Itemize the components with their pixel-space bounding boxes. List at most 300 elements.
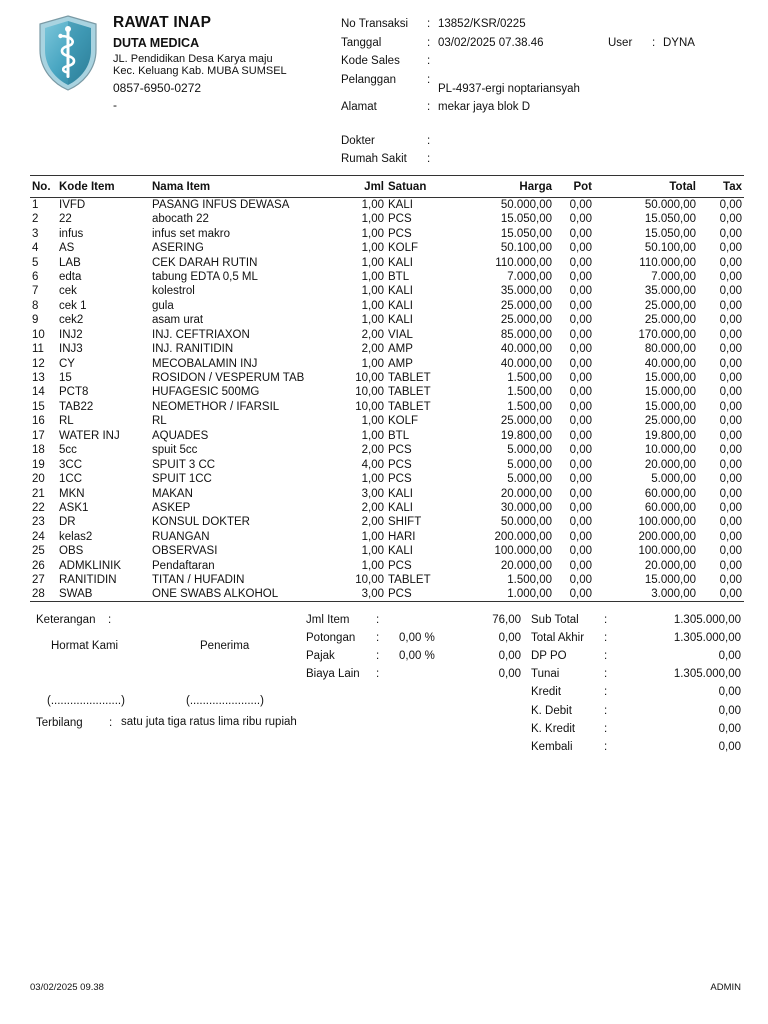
- cell-jml: 1,00: [361, 270, 384, 283]
- cell-harga: 40.000,00: [500, 357, 552, 370]
- cell-satuan: PCS: [388, 444, 412, 457]
- company-address-line-2: Kec. Keluang Kab. MUBA SUMSEL: [113, 65, 287, 77]
- table-row: [30, 313, 744, 327]
- cell-nama-item: RL: [152, 415, 167, 428]
- cell-tax: 0,00: [719, 372, 742, 385]
- cell-harga: 30.000,00: [500, 501, 552, 514]
- cell-nama-item: TITAN / HUFADIN: [152, 574, 245, 587]
- cell-jml: 2,00: [361, 501, 384, 514]
- cell-tax: 0,00: [719, 458, 742, 471]
- meta-colon: :: [652, 37, 656, 49]
- cell-total: 100.000,00: [638, 545, 696, 558]
- meta-label: Kode Sales: [341, 55, 400, 67]
- cell-jml: 1,00: [361, 473, 384, 486]
- cell-pot: 0,00: [569, 545, 592, 558]
- col-header-tax: Tax: [698, 176, 744, 198]
- cell-satuan: PCS: [386, 587, 452, 602]
- cell-no: 10: [32, 328, 45, 341]
- cell-kode-item: SWAB: [57, 587, 150, 602]
- table-row: [30, 486, 744, 500]
- pajak-label: Pajak: [306, 650, 335, 662]
- meta-value: 03/02/2025 07.38.46: [438, 37, 544, 49]
- document-title: RAWAT INAP: [113, 14, 212, 31]
- cell-kode-item: 5cc: [59, 444, 77, 457]
- cell-jml: 10,00: [355, 400, 384, 413]
- cell-nama-item: RUANGAN: [152, 530, 210, 543]
- cell-kode-item: DR: [59, 516, 76, 529]
- cell-nama-item: spuit 5cc: [152, 444, 198, 457]
- cell-harga: 85.000,00: [500, 328, 552, 341]
- cell-total: 3.000,00: [594, 587, 698, 602]
- cell-kode-item: RANITIDIN: [59, 574, 117, 587]
- meta-value: mekar jaya blok D: [438, 101, 531, 113]
- cell-no: 21: [32, 487, 45, 500]
- cell-total: 35.000,00: [644, 285, 696, 298]
- meta-pelanggan: [341, 73, 751, 95]
- cell-harga: 7.000,00: [507, 270, 552, 283]
- cell-no: 12: [32, 357, 45, 370]
- company-extra: -: [113, 98, 117, 112]
- cell-total: 50.100,00: [644, 242, 696, 255]
- cell-satuan: PCS: [388, 458, 412, 471]
- cell-tax: 0,00: [719, 545, 742, 558]
- cell-jml: 1,00: [361, 256, 384, 269]
- total-akhir-value: 1.305.000,00: [673, 632, 741, 644]
- cell-tax: 0,00: [719, 285, 742, 298]
- cell-satuan: PCS: [388, 213, 412, 226]
- signature-left: (......................): [47, 695, 125, 707]
- cell-no: 6: [32, 270, 39, 283]
- kredit-value: 0,00: [718, 686, 741, 698]
- cell-harga: 5.000,00: [507, 473, 552, 486]
- cell-total: 5.000,00: [651, 473, 696, 486]
- cell-total: 60.000,00: [644, 487, 696, 500]
- cell-total: 200.000,00: [638, 530, 696, 543]
- cell-pot: 0,00: [569, 516, 592, 529]
- cell-kode-item: RL: [59, 415, 74, 428]
- cell-satuan: KALI: [388, 299, 413, 312]
- cell-jml: 1,00: [361, 285, 384, 298]
- jml-item-colon: :: [376, 614, 380, 626]
- dp-po-label: DP PO: [531, 650, 567, 662]
- cell-kode-item: CY: [59, 357, 75, 370]
- table-row: [30, 414, 744, 428]
- table-row: [30, 328, 744, 342]
- cell-pot: 0,00: [569, 501, 592, 514]
- cell-pot: 0,00: [569, 415, 592, 428]
- cell-tax: 0,00: [719, 227, 742, 240]
- cell-nama-item: ASERING: [152, 242, 204, 255]
- table-row: [30, 559, 744, 573]
- company-phone: 0857-6950-0272: [113, 81, 202, 95]
- total-akhir-label: Total Akhir: [531, 632, 585, 644]
- col-header-no: No.: [30, 176, 57, 198]
- cell-nama-item: ROSIDON / VESPERUM TAB: [152, 372, 305, 385]
- cell-no: 24: [32, 530, 45, 543]
- print-datetime: 03/02/2025 09.38: [30, 982, 104, 993]
- kembali-colon: :: [604, 741, 608, 753]
- cell-satuan: KALI: [388, 545, 413, 558]
- cell-total: 15.050,00: [644, 227, 696, 240]
- cell-nama-item: MAKAN: [152, 487, 193, 500]
- table-row: [30, 226, 744, 240]
- k-kredit-label: K. Kredit: [531, 723, 576, 735]
- terbilang-colon: :: [109, 717, 113, 729]
- cell-tax: 0,00: [719, 487, 742, 500]
- cell-jml: 4,00: [361, 458, 384, 471]
- cell-tax: 0,00: [719, 299, 742, 312]
- cell-nama-item: INJ. CEFTRIAXON: [152, 328, 250, 341]
- cell-total: 15.050,00: [644, 213, 696, 226]
- cell-total: 19.800,00: [644, 429, 696, 442]
- col-header-satuan: Satuan: [386, 176, 452, 198]
- cell-nama-item: INJ. RANITIDIN: [152, 343, 234, 356]
- cell-no: 16: [32, 415, 45, 428]
- cell-satuan: TABLET: [388, 574, 431, 587]
- tunai-colon: :: [604, 668, 608, 680]
- cell-total: 7.000,00: [651, 270, 696, 283]
- cell-harga: 40.000,00: [500, 343, 552, 356]
- cell-nama-item: ONE SWABS ALKOHOL: [150, 587, 320, 602]
- cell-satuan: KALI: [388, 314, 413, 327]
- table-row: [30, 443, 744, 457]
- cell-no: 26: [32, 559, 45, 572]
- cell-harga: 25.000,00: [500, 314, 552, 327]
- cell-jml: 10,00: [355, 386, 384, 399]
- k-debit-value: 0,00: [718, 705, 741, 717]
- cell-satuan: TABLET: [388, 386, 431, 399]
- cell-satuan: SHIFT: [388, 516, 422, 529]
- cell-jml: 1,00: [361, 415, 384, 428]
- table-row: [30, 342, 744, 356]
- cell-satuan: BTL: [388, 270, 410, 283]
- cell-pot: 0,00: [569, 285, 592, 298]
- cell-tax: 0,00: [719, 357, 742, 370]
- cell-pot: 0,00: [569, 400, 592, 413]
- cell-no: 11: [32, 343, 44, 356]
- keterangan-label: Keterangan: [36, 614, 96, 626]
- table-row: [30, 385, 744, 399]
- sub-total-label: Sub Total: [531, 614, 579, 626]
- company-address-line-1: JL. Pendidikan Desa Karya maju: [113, 53, 273, 65]
- cell-nama-item: OBSERVASI: [152, 545, 218, 558]
- cell-jml: 1,00: [361, 199, 384, 211]
- col-header-harga: Harga: [452, 176, 554, 198]
- cell-harga: 1.500,00: [507, 386, 552, 399]
- meta-colon: :: [427, 153, 431, 165]
- cell-pot: 0,00: [569, 328, 592, 341]
- cell-total: 80.000,00: [644, 343, 696, 356]
- cell-kode-item: 1CC: [59, 473, 83, 486]
- cell-satuan: VIAL: [388, 328, 413, 341]
- cell-harga: 35.000,00: [500, 285, 552, 298]
- cell-total: 25.000,00: [644, 415, 696, 428]
- meta-label: No Transaksi: [341, 18, 409, 30]
- medical-shield-logo-icon: [36, 14, 100, 92]
- cell-kode-item: OBS: [59, 545, 84, 558]
- cell-total: 25.000,00: [644, 299, 696, 312]
- cell-harga: 5.000,00: [507, 458, 552, 471]
- cell-pot: 0,00: [569, 473, 592, 486]
- cell-jml: 1,00: [361, 545, 384, 558]
- penerima-label: Penerima: [200, 640, 250, 652]
- total-akhir-colon: :: [604, 632, 608, 644]
- cell-kode-item: ASK1: [59, 501, 89, 514]
- cell-nama-item: kolestrol: [152, 285, 195, 298]
- table-row: [30, 371, 744, 385]
- cell-kode-item: AS: [59, 242, 75, 255]
- cell-no: 22: [32, 501, 45, 514]
- meta-colon: :: [427, 135, 431, 147]
- cell-harga: 100.000,00: [494, 545, 552, 558]
- cell-harga: 1.000,00: [452, 587, 554, 602]
- table-row: [30, 212, 744, 226]
- cell-tax: 0,00: [719, 530, 742, 543]
- cell-kode-item: cek: [59, 285, 77, 298]
- cell-harga: 20.000,00: [500, 559, 552, 572]
- potongan-percent: 0,00 %: [399, 632, 435, 644]
- terbilang-label: Terbilang: [36, 717, 83, 729]
- cell-harga: 1.500,00: [507, 372, 552, 385]
- cell-kode-item: MKN: [59, 487, 85, 500]
- cell-no: 8: [32, 299, 39, 312]
- cell-jml: 1,00: [361, 242, 384, 255]
- cell-no: 2: [32, 213, 39, 226]
- cell-total: 20.000,00: [644, 458, 696, 471]
- cell-jml: 3,00: [361, 487, 384, 500]
- cell-satuan: PCS: [388, 559, 412, 572]
- cell-kode-item: 22: [59, 213, 72, 226]
- print-user: ADMIN: [710, 982, 741, 993]
- cell-nama-item: AQUADES: [152, 429, 209, 442]
- cell-tax: 0,00: [719, 343, 742, 356]
- k-debit-label: K. Debit: [531, 705, 572, 717]
- cell-kode-item: 15: [59, 372, 72, 385]
- cell-nama-item: infus set makro: [152, 227, 230, 240]
- dp-po-value: 0,00: [718, 650, 741, 662]
- table-row: [30, 429, 744, 443]
- cell-satuan: KOLF: [388, 242, 419, 255]
- cell-tax: 0,00: [719, 256, 742, 269]
- cell-harga: 1.500,00: [507, 400, 552, 413]
- cell-kode-item: PCT8: [59, 386, 89, 399]
- cell-total: 50.000,00: [644, 199, 696, 211]
- cell-tax: 0,00: [719, 199, 742, 211]
- cell-no: 4: [32, 242, 39, 255]
- sub-total-value: 1.305.000,00: [673, 614, 741, 626]
- cell-nama-item: KONSUL DOKTER: [152, 516, 250, 529]
- dp-po-colon: :: [604, 650, 608, 662]
- biaya-lain-label: Biaya Lain: [306, 668, 360, 680]
- table-row: [30, 515, 744, 529]
- table-row: [30, 299, 744, 313]
- cell-pot: 0,00: [569, 357, 592, 370]
- cell-total: 25.000,00: [644, 314, 696, 327]
- table-row: [30, 544, 744, 558]
- cell-tax: 0,00: [719, 213, 742, 226]
- meta-value: 13852/KSR/0225: [438, 18, 526, 30]
- cell-tax: 0,00: [719, 473, 742, 486]
- table-header-row: [30, 176, 744, 198]
- cell-jml: 1,00: [361, 213, 384, 226]
- cell-pot: 0,00: [569, 372, 592, 385]
- cell-harga: 5.000,00: [507, 444, 552, 457]
- cell-harga: 110.000,00: [495, 256, 552, 269]
- meta-user-value: DYNA: [663, 37, 695, 49]
- company-block: [113, 14, 287, 112]
- meta-no-transaksi: [341, 17, 751, 31]
- cell-satuan: AMP: [388, 343, 413, 356]
- meta-colon: :: [427, 74, 431, 86]
- cell-nama-item: gula: [152, 299, 174, 312]
- cell-pot: 0,00: [569, 444, 592, 457]
- cell-nama-item: abocath 22: [152, 213, 209, 226]
- cell-jml: 1,00: [361, 227, 384, 240]
- cell-pot: 0,00: [569, 270, 592, 283]
- cell-jml: 1,00: [361, 299, 384, 312]
- cell-harga: 200.000,00: [494, 530, 552, 543]
- cell-satuan: TABLET: [388, 372, 431, 385]
- meta-colon: :: [427, 18, 431, 30]
- cell-kode-item: ADMKLINIK: [59, 559, 121, 572]
- table-row: [30, 457, 744, 471]
- jml-item-label: Jml Item: [306, 614, 350, 626]
- cell-kode-item: cek 1: [59, 299, 87, 312]
- table-row: [30, 587, 744, 602]
- cell-tax: 0,00: [719, 314, 742, 327]
- cell-tax: 0,00: [719, 516, 742, 529]
- cell-kode-item: infus: [59, 227, 84, 240]
- cell-satuan: KALI: [388, 501, 413, 514]
- cell-tax: 0,00: [719, 328, 742, 341]
- cell-tax: 0,00: [719, 242, 742, 255]
- meta-label: Alamat: [341, 101, 377, 113]
- table-row: [30, 198, 744, 213]
- cell-pot: 0,00: [569, 429, 592, 442]
- cell-nama-item: HUFAGESIC 500MG: [152, 386, 260, 399]
- cell-pot: 0,00: [569, 213, 592, 226]
- cell-harga: 25.000,00: [500, 415, 552, 428]
- cell-no: 23: [32, 516, 45, 529]
- cell-pot: 0,00: [569, 487, 592, 500]
- cell-kode-item: IVFD: [59, 199, 86, 211]
- cell-harga: 50.100,00: [500, 242, 552, 255]
- k-kredit-colon: :: [604, 723, 608, 735]
- cell-kode-item: LAB: [59, 256, 81, 269]
- cell-nama-item: SPUIT 3 CC: [152, 458, 216, 471]
- meta-tanggal: [341, 36, 751, 50]
- cell-no: 9: [32, 314, 39, 327]
- company-name: DUTA MEDICA: [113, 36, 200, 50]
- meta-label: Rumah Sakit: [341, 153, 407, 165]
- meta-label: Dokter: [341, 135, 375, 147]
- cell-total: 40.000,00: [644, 357, 696, 370]
- meta-user-label: User: [608, 37, 633, 49]
- pajak-colon: :: [376, 650, 380, 662]
- kembali-label: Kembali: [531, 741, 573, 753]
- potongan-label: Potongan: [306, 632, 356, 644]
- signature-right: (......................): [186, 695, 264, 707]
- items-table: [30, 175, 744, 602]
- cell-nama-item: asam urat: [152, 314, 204, 327]
- cell-pot: 0,00: [569, 530, 592, 543]
- cell-total: 110.000,00: [639, 256, 696, 269]
- potongan-colon: :: [376, 632, 380, 644]
- kredit-colon: :: [604, 686, 608, 698]
- sub-total-colon: :: [604, 614, 608, 626]
- kredit-label: Kredit: [531, 686, 562, 698]
- cell-total: 15.000,00: [644, 574, 696, 587]
- cell-satuan: KALI: [388, 487, 413, 500]
- biaya-lain-value: 0,00: [498, 668, 521, 680]
- cell-satuan: HARI: [388, 530, 416, 543]
- cell-pot: 0,00: [569, 343, 592, 356]
- cell-no: 20: [32, 473, 45, 486]
- table-row: [30, 284, 744, 298]
- tunai-value: 1.305.000,00: [673, 668, 741, 680]
- k-kredit-value: 0,00: [718, 723, 741, 735]
- tunai-label: Tunai: [531, 668, 560, 680]
- cell-kode-item: cek2: [59, 314, 84, 327]
- cell-total: 60.000,00: [644, 501, 696, 514]
- cell-nama-item: CEK DARAH RUTIN: [152, 256, 258, 269]
- cell-kode-item: TAB22: [59, 400, 94, 413]
- cell-no: 7: [32, 285, 39, 298]
- meta-label: Pelanggan: [341, 74, 396, 86]
- cell-jml: 1,00: [361, 559, 384, 572]
- cell-nama-item: MECOBALAMIN INJ: [152, 357, 258, 370]
- cell-no: 15: [32, 400, 45, 413]
- kembali-value: 0,00: [718, 741, 741, 753]
- cell-nama-item: NEOMETHOR / IFARSIL: [152, 400, 280, 413]
- cell-no: 18: [32, 444, 45, 457]
- cell-no: 25: [32, 545, 45, 558]
- cell-kode-item: WATER INJ: [59, 429, 120, 442]
- cell-harga: 20.000,00: [500, 487, 552, 500]
- cell-tax: 0,00: [698, 587, 744, 602]
- table-row: [30, 573, 744, 587]
- table-row: [30, 356, 744, 370]
- cell-tax: 0,00: [719, 444, 742, 457]
- table-row: [30, 270, 744, 284]
- cell-jml: 10,00: [355, 574, 384, 587]
- cell-no: 28: [30, 587, 57, 602]
- cell-pot: 0,00: [569, 227, 592, 240]
- col-header-kode-item: Kode Item: [57, 176, 150, 198]
- table-row: [30, 472, 744, 486]
- meta-colon: :: [427, 37, 431, 49]
- cell-no: 14: [32, 386, 45, 399]
- cell-no: 17: [32, 429, 45, 442]
- meta-rumah-sakit: [341, 152, 751, 166]
- meta-kode-sales: [341, 54, 751, 68]
- meta-colon: :: [427, 55, 431, 67]
- cell-kode-item: edta: [59, 270, 82, 283]
- jml-item-value: 76,00: [492, 614, 521, 626]
- items-table-body: [30, 198, 744, 602]
- cell-pot: 0,00: [569, 242, 592, 255]
- cell-total: 20.000,00: [644, 559, 696, 572]
- cell-harga: 1.500,00: [507, 574, 552, 587]
- cell-kode-item: 3CC: [59, 458, 83, 471]
- cell-tax: 0,00: [719, 400, 742, 413]
- potongan-value: 0,00: [498, 632, 521, 644]
- cell-no: 13: [32, 372, 45, 385]
- col-header-pot: Pot: [554, 176, 594, 198]
- cell-satuan: KOLF: [388, 415, 419, 428]
- cell-no: 27: [32, 574, 45, 587]
- cell-total: 100.000,00: [638, 516, 696, 529]
